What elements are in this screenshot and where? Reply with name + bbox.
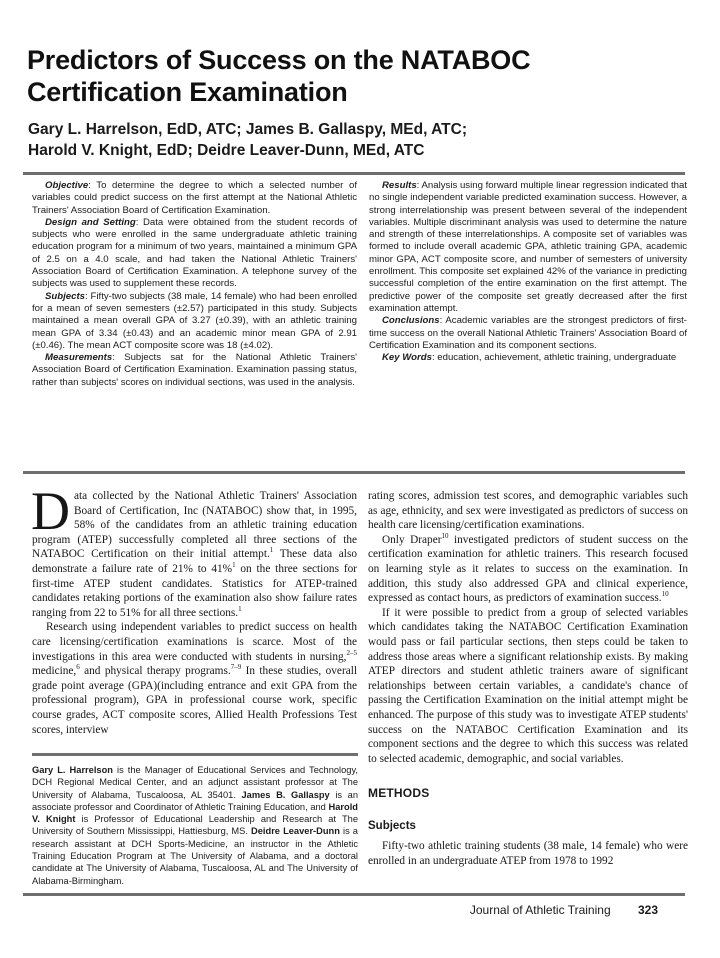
abstract-left-column [32,180,357,389]
bio-author-name: James B. Gallaspy [241,789,330,800]
body-paragraph-5: Fifty-two athletic training students (38 male, 14 female) who were enrolled in an undergraduate ATEP from 1978 to 1992 [368,840,688,868]
subjects-heading: Subjects [368,819,416,832]
author-list [28,119,688,161]
citation: 2–5 [346,648,357,657]
page-number: 323 [637,903,658,917]
citation: 1 [238,604,242,613]
bio-author-name: Gary L. Harrelson [32,765,113,775]
citation: 1 [232,561,236,570]
abstract-results: Results: Analysis using forward multiple linear regression indicated that no single independent variable predicted examination success. However, a strong interrelationship was present between several of the independent variables. Multiple discriminant analysis was used to determine the nature and strength of these interrelationships. A composite set of variables was formed to include overall academic GPA, athletic training GPA, academic minor GPA, ACT composite score, and number of semesters of university enrollment. This composite set explained 42% of the variance in predicting successful completion of the entire examination on the first attempt. The predictive power of the composite set greatly decreased after the first examination attempt. [369,180,687,314]
body-paragraph-3: Only Draper$^{10}$ investigated predictors of student success on the certification examination for athletic trainers. This research focused on learning style as it relates to success on the examination. In addition, this study also addressed GPA and clinical experience, expressed as contact hours, as predictors of examination success.$^{10}$ [368,532,688,605]
citation: 7–9 [230,663,242,672]
bio-author-name: Deidre Leaver-Dunn [251,826,340,837]
author-bio-rule [32,753,358,756]
footer-rule [23,893,685,896]
abstract-top-rule [23,172,685,175]
abstract-subjects: Subjects: Fifty-two subjects (38 male, 14 female) who had been enrolled for a mean of seven semesters (±2.57) participated in this study. Subjects maintained a mean overall GPA of 3.27 (±0.39), with an athletic training mean GPA of 3.34 (±0.43) and an academic minor mean GPA of 2.91 (±0.46). The mean ACT composite score was 18 (±4.02). [32,290,357,351]
body-paragraph-continued: rating scores, admission test scores, and demographic variables such as age, ethnicity, and sex were investigated as predictors of success on health care licensing/certification examinations. [368,490,688,532]
methods-heading: METHODS [368,786,430,801]
abstract-right-column [369,180,687,364]
drop-cap: D [31,481,70,541]
author-line-2: Harold V. Knight, EdD; Deidre Leaver-Dunn, MEd, ATC [28,142,425,159]
author-bio-footnote: Gary L. Harrelson is the Manager of Educational Services and Technology, DCH Regional Medical Center, and an adjunct assistant professor at The University of Alabama, Tuscaloosa, AL 35401. James B. Gallaspy is an associate professor and Coordinator of Athletic Training Education, and Harold V. Knight is Professor of Educational Leadership and Research at The University of Southern Mississippi, Hattiesburg, MS. Deidre Leaver-Dunn is a research assistant at DCH Sports-Medicine, an instructor in the Athletic Training Education Program at The University of Alabama, and a doctoral candidate at The University of Alabama, Tuscaloosa, AL and The University of Alabama-Birmingham. [32,765,358,886]
journal-name: Journal of Athletic Training [469,903,611,917]
abstract-keywords: Key Words: education, achievement, athletic training, undergraduate [382,352,677,364]
abstract-measurements: Measurements: Subjects sat for the National Athletic Trainers' Association Board of Certification Examination. Examination passing status, rather than subjects' scores on individual sections, was used in the analysis. [32,352,357,388]
page-footer [470,903,658,917]
body-right-column [368,489,688,869]
citation: 6 [76,663,80,672]
body-paragraph-2: Research using independent variables to predict success on health care licensing/certification examinations is scarce. Most of the investigations in this area were conducted with students in nursing,$^{2-5}$ medicine,$^6$ and physical therapy programs.$^{7-9}$ In these studies, overall grade point average (GPA)(including entrance and exit GPA from the professional program), GPA in professional course work, specific course grades, ACT composite scores, Allied Health Professions Test scores, interview [32,621,357,736]
citation: 10 [441,532,449,541]
body-paragraph-1: Data collected by the National Athletic Trainers' Association Board of Certification, Inc (NATABOC) show that, in 1995, 58% of the candidates from an athletic training education program (ATEP) successfully completed all three sections of the NATABOC Certification on their initial attempt.$^1$ These data also demonstrate a failure rate of 21% to 41%$^1$ on the three sections for first-time ATEP student candidates. Statistics for ATEP-trained candidates retaking portions of the examination also show failure rates ranging from 22 to 51% for all three sections.$^1$ [31,481,357,619]
citation: 10 [661,590,669,599]
body-paragraph-4: If it were possible to predict from a group of selected variables which candidates taking the NATABOC Certification Examination would pass or fail particular sections, then steps could be taken to address those areas where a significant relationship exists. By making ATEP directors and student athletic trainers aware of significant relationships between certain variables, a candidate's chance of passing the Certification Examination on the initial attempt might be enhanced. The purpose of this study was to investigate ATEP students' success on the NATABOC Certification Examination and its component sections and the degree to which this success was related to selected academic, demographic, and social variables. [368,606,688,765]
bio-author-name: Harold V. Knight [32,801,358,825]
abstract-design: Design and Setting: Data were obtained from the student records of subjects who were enrolled in the same undergraduate athletic training education program for a minimum of two years, maintained a minimum GPA of 2.5 on a 4.0 scale, and had taken the National Athletic Trainers' Association Board of Certification Examination. A telephone survey of the subjects was used to supplement these records. [32,216,357,290]
citation: 1 [269,546,274,555]
author-line-1: Gary L. Harrelson, EdD, ATC; James B. Gallaspy, MEd, ATC; [28,121,467,138]
abstract-bottom-rule [23,471,685,474]
abstract-objective: Objective: To determine the degree to which a selected number of variables could predict success on the first attempt at the National Athletic Trainers' Association Board of Certification Examination. [32,180,357,216]
abstract-conclusions: Conclusions: Academic variables are the strongest predictors of first-time success on the overall National Athletic Trainers' Association Board of Certification Examination and its component sections. [369,315,687,351]
body-left-column [31,481,357,737]
article-title: Predictors of Success on the NATABOC Certification Examination [27,45,531,107]
